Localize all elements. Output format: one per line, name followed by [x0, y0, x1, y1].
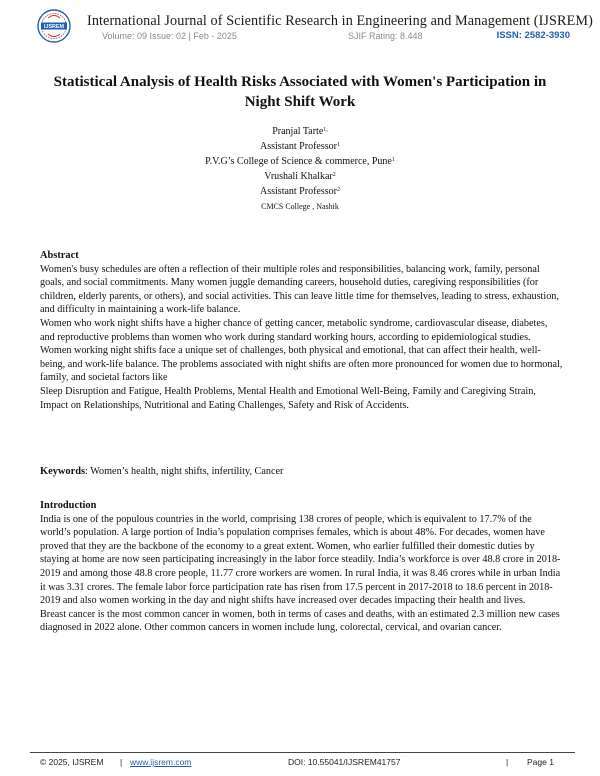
abstract-heading: Abstract	[40, 250, 79, 261]
introduction-section	[40, 499, 564, 635]
footer-divider	[30, 752, 575, 753]
sjif-rating: SJIF Rating: 8.448	[348, 31, 423, 41]
author-block	[100, 124, 500, 214]
introduction-heading: Introduction	[40, 500, 97, 511]
keywords-text: : Women’s health, night shifts, infertility, Cancer	[85, 466, 284, 477]
abstract-section	[40, 249, 564, 412]
ijsrem-seal-logo	[34, 8, 74, 44]
footer-separator: |	[120, 757, 123, 767]
abstract-paragraph-3: Women working night shifts face a unique set of challenges, both physical and emotional, that can affect their health, well-being, and work-life balance. The problems associated with night shifts are often more pronounced for women due to hormonal, family, and societal factors like	[40, 345, 563, 384]
paper-title-line1: Statistical Analysis of Health Risks Associated with Women's Participation in	[53, 74, 547, 90]
footer-separator: |	[506, 757, 509, 767]
introduction-paragraph-1: India is one of the populous countries in the world, comprising 138 crores of people, which is equivalent to 17.7% of the world’s population. A large portion of India’s population comprises females, which is about 48%. For decades, women have proved that they are the backbone of the economy to a great extent. Women, who earlier fulfilled their domestic duties by staying at home are now seen participating increasingly in the labor force steadily. India’s workforce is over 48.8 crore in 2018-2019 and among those 48.8 crore people, 11.77 crore workers are women. In rural India, it was 8.46 crores while in urban India it was 3.31 crores. The female labor force participation rate has risen from 17.5 percent in 2017-2018 to 18.6 percent in 2018-2019 and also women working in the day and night shifts have increased over decades impacting their health and lives.	[40, 513, 561, 607]
keywords-section	[40, 465, 564, 479]
introduction-paragraph-2: Breast cancer is the most common cancer in women, both in terms of cases and deaths, with an estimated 2.3 million new cases diagnosed in 2022 alone. Other common cancers in women include lung, colorectal, cervical, and ovarian cancer.	[40, 608, 560, 634]
author1-name: Pranjal Tarte$^{1,}$	[272, 126, 328, 137]
author1-role: Assistant Professor$^1$	[260, 141, 340, 152]
author2-name: Vrushali Khalkar$^2$	[264, 171, 336, 182]
abstract-paragraph-1: Women's busy schedules are often a reflection of their multiple roles and responsibilities, balancing work, family, personal goals, and social commitments. Many women juggle demanding careers, household duties, caregiving responsibilities (for children, elderly parents, or others), and social activities. This can leave little time for themselves, leading to stress, exhaustion, and difficulty in maintaining a work-life balance.	[40, 263, 559, 316]
author2-affiliation: CMCS College , Nashik	[261, 202, 339, 211]
paper-title-line2: Night Shift Work	[244, 94, 356, 110]
abstract-paragraph-2: Women who work night shifts have a higher chance of getting cancer, metabolic syndrome, cardiovascular disease, diabetes, and reproductive problems than women who work during standard working hours, according to epidemiological studies.	[40, 317, 548, 343]
author1-affiliation: P.V.G’s College of Science & commerce, Pune$^1$	[205, 156, 395, 167]
keywords-label: Keywords	[40, 466, 86, 477]
paper-title	[40, 72, 560, 112]
journal-title: International Journal of Scientific Research in Engineering and Management (IJSREM)	[87, 13, 593, 29]
issn-number: ISSN: 2582-3930	[496, 30, 570, 41]
logo-text: IJSREM	[43, 24, 65, 30]
page-footer	[30, 752, 575, 770]
footer-copyright: © 2025, IJSREM	[40, 757, 104, 767]
journal-header	[30, 6, 593, 46]
volume-issue: Volume: 09 Issue: 02 | Feb - 2025	[102, 31, 237, 41]
footer-website-link[interactable]: www.ijsrem.com	[130, 757, 192, 767]
footer-page-number: Page 1	[527, 757, 554, 767]
author2-role: Assistant Professor$^2$	[260, 186, 340, 197]
footer-doi: DOI: 10.55041/IJSREM41757	[288, 757, 401, 767]
abstract-paragraph-4: Sleep Disruption and Fatigue, Health Problems, Mental Health and Emotional Well-Being, Family and Caregiving Strain, Impact on Relationships, Nutritional and Eating Challenges, Safety and Risk of Accidents.	[40, 385, 536, 411]
